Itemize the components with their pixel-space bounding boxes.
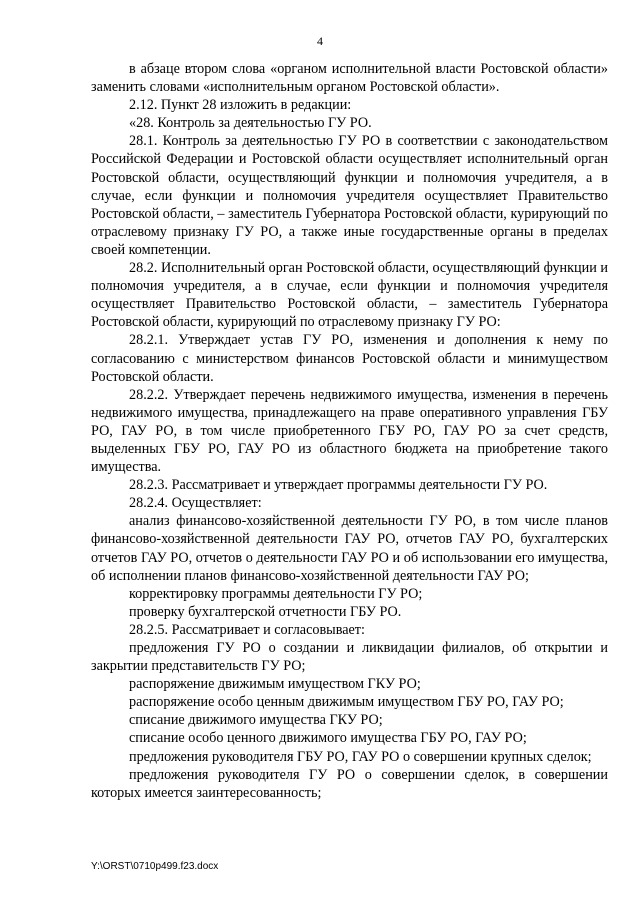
paragraph: списание движимого имущества ГКУ РО; (129, 712, 383, 729)
paragraph: 28.2.5. Рассматривает и согласовывает: (129, 621, 365, 638)
paragraph: корректировку программы деятельности ГУ РО; (129, 585, 423, 602)
paragraph: распоряжение особо ценным движимым имуществом ГБУ РО, ГАУ РО; (129, 694, 564, 711)
paragraph: 28.2.1. Утверждает устав ГУ РО, изменения и дополнения к нему по согласованию с министерством финансов Ростовской области и минимуществом Ростовской области. (91, 332, 608, 385)
paragraph: 28.2.2. Утверждает перечень недвижимого имущества, изменения в перечень недвижимого имущества, принадлежащего на праве оперативного управления ГБУ РО, ГАУ РО, в том числе приобретенного ГБУ РО, ГАУ РО за счет средств, выделенных ГБУ РО, ГАУ РО из областного бюджета на приобретение такого имущества. (91, 386, 608, 476)
paragraph: 2.12. Пункт 28 изложить в редакции: (129, 97, 352, 114)
paragraph: предложения ГУ РО о создании и ликвидации филиалов, об открытии и закрытии представительств ГУ РО; (91, 640, 608, 675)
paragraph: «28. Контроль за деятельностью ГУ РО. (129, 115, 372, 132)
paragraph: проверку бухгалтерской отчетности ГБУ РО. (129, 603, 402, 620)
paragraph: 28.2.4. Осуществляет: (129, 495, 262, 512)
document-body (91, 60, 608, 802)
page-number: 4 (317, 34, 323, 48)
paragraph: распоряжение движимым имуществом ГКУ РО; (129, 676, 421, 693)
paragraph: 28.1. Контроль за деятельностью ГУ РО в соответствии с законодательством Российской Федерации и Ростовской области осуществляет исполнительный орган Ростовской области, осуществляющий функции и полномочия учредителя, а в случае, если функции и полномочия учредителя осуществляет Правительство Ростовской области, – заместитель Губернатора Ростовской области, курирующий по отраслевому признаку ГУ РО, а также иные государственные органы в пределах своей компетенции. (91, 133, 608, 258)
footer-file-path: Y:\ORST\0710p499.f23.docx (91, 861, 219, 872)
paragraph: предложения руководителя ГУ РО о совершении сделок, в совершении которых имеется заинтересованность; (91, 766, 608, 801)
paragraph: 28.2.3. Рассматривает и утверждает программы деятельности ГУ РО. (129, 477, 548, 494)
paragraph: предложения руководителя ГБУ РО, ГАУ РО о совершении крупных сделок; (129, 748, 592, 765)
paragraph: в абзаце втором слова «органом исполнительной власти Ростовской области» заменить словами «исполнительным органом Ростовской области». (91, 61, 608, 96)
paragraph: списание особо ценного движимого имущества ГБУ РО, ГАУ РО; (129, 730, 527, 747)
paragraph: анализ финансово-хозяйственной деятельности ГУ РО, в том числе планов финансово-хозяйственной деятельности ГАУ РО, отчетов ГАУ РО, бухгалтерских отчетов ГАУ РО, отчетов о деятельности ГАУ РО и об использовании его имущества, об исполнении планов финансово-хозяйственной деятельности ГАУ РО; (91, 513, 608, 584)
paragraph: 28.2. Исполнительный орган Ростовской области, осуществляющий функции и полномочия учредителя, а в случае, если функции и полномочия учредителя осуществляет Правительство Ростовской области, – заместитель Губернатора Ростовской области, курирующий по отраслевому признаку ГУ РО: (91, 260, 608, 331)
